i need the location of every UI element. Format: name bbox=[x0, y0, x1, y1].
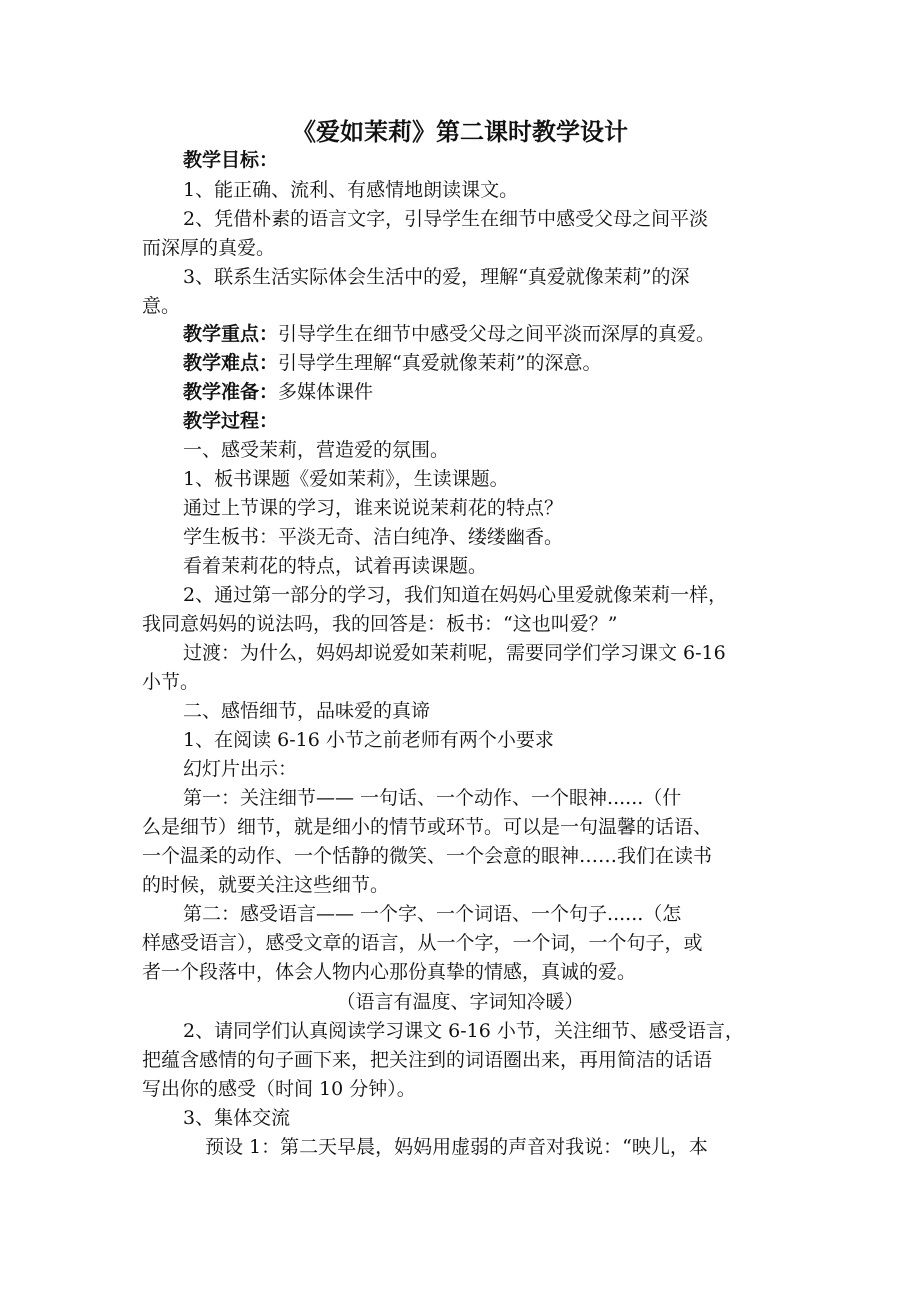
section-2-para-6: 3、集体交流 bbox=[183, 1107, 291, 1129]
section-2-para-4-line-3: 者一个段落中，体会人物内心那份真挚的情感，真诚的爱。 bbox=[142, 961, 637, 983]
section-1-para-6-line-2: 小节。 bbox=[142, 671, 200, 693]
section-2-para-7: 预设 1：第二天早晨，妈妈用虚弱的声音对我说：“映儿，本 bbox=[205, 1136, 708, 1158]
section-2-para-3-line-4: 的时候，就要关注这些细节。 bbox=[142, 874, 390, 896]
section-2-para-4-line-2: 样感受语言），感受文章的语言，从一个字，一个词，一个句子，或 bbox=[142, 932, 703, 954]
goal-3-line-2: 意。 bbox=[142, 295, 181, 317]
section-1-heading: 一、感受茉莉，营造爱的氛围。 bbox=[183, 439, 450, 461]
section-2-para-5-line-3: 写出你的感受（时间 10 分钟）。 bbox=[142, 1078, 416, 1100]
section-2-heading: 二、感悟细节，品味爱的真谛 bbox=[183, 700, 431, 722]
section-1-para-5-line-2: 我同意妈妈的说法吗，我的回答是：板书：“这也叫爱？” bbox=[142, 613, 618, 635]
section-2-para-1: 1、在阅读 6-16 小节之前老师有两个小要求 bbox=[183, 729, 554, 751]
goal-1: 1、能正确、流利、有感情地朗读课文。 bbox=[183, 179, 519, 201]
section-2-para-4-line-4: （语言有温度、字词知冷暖） bbox=[336, 991, 584, 1013]
section-1-para-6-line-1: 过渡：为什么，妈妈却说爱如茉莉呢，需要同学们学习课文 6-16 bbox=[183, 642, 726, 664]
document-title: 《爱如茉莉》第二课时教学设计 bbox=[292, 118, 628, 146]
section-1-para-3: 学生板书：平淡无奇、洁白纯净、缕缕幽香。 bbox=[183, 526, 564, 548]
goals-heading: 教学目标： bbox=[183, 149, 279, 171]
section-2-para-3-line-3: 一个温柔的动作、一个恬静的微笑、一个会意的眼神……我们在读书 bbox=[142, 845, 713, 867]
preparation-label: 教学准备： bbox=[183, 381, 279, 403]
key-point-label: 教学重点： bbox=[183, 323, 279, 345]
key-point bbox=[183, 322, 833, 346]
goal-2-line-1: 2、凭借朴素的语言文字，引导学生在细节中感受父母之间平淡 bbox=[183, 208, 709, 230]
section-2-para-3-line-2: 么是细节）细节，就是细小的情节或环节。可以是一句温馨的话语、 bbox=[142, 816, 713, 838]
section-2-para-4-line-1: 第二：感受语言—— 一个字、一个词语、一个句子......（怎 bbox=[183, 903, 682, 925]
section-2-para-3-line-1: 第一：关注细节—— 一句话、一个动作、一个眼神......（什 bbox=[183, 787, 682, 809]
section-2-para-5-line-2: 把蕴含感情的句子画下来，把关注到的词语圈出来，再用简洁的话语 bbox=[142, 1049, 713, 1071]
process-heading: 教学过程： bbox=[183, 410, 279, 432]
section-1-para-1: 1、板书课题《爱如茉莉》，生读课题。 bbox=[183, 468, 509, 490]
section-2-para-5-line-1: 2、请同学们认真阅读学习课文 6-16 小节，关注细节、感受语言， bbox=[183, 1020, 744, 1042]
section-1-para-4: 看着茉莉花的特点，试着再读课题。 bbox=[183, 555, 488, 577]
section-1-para-2: 通过上节课的学习，谁来说说茉莉花的特点？ bbox=[183, 497, 564, 519]
goal-2-line-2: 而深厚的真爱。 bbox=[142, 237, 276, 259]
section-1-para-5-line-1: 2、通过第一部分的学习，我们知道在妈妈心里爱就像茉莉一样， bbox=[183, 584, 728, 606]
key-point-text: 引导学生在细节中感受父母之间平淡而深厚的真爱。 bbox=[278, 323, 716, 345]
difficult-point bbox=[183, 351, 833, 375]
preparation-text: 多媒体课件 bbox=[278, 381, 374, 403]
section-2-para-2: 幻灯片出示： bbox=[183, 758, 298, 780]
difficult-point-label: 教学难点： bbox=[183, 352, 279, 374]
goal-3-line-1: 3、联系生活实际体会生活中的爱，理解“真爱就像茉莉”的深 bbox=[183, 266, 690, 288]
difficult-point-text: 引导学生理解“真爱就像茉莉”的深意。 bbox=[278, 352, 602, 374]
preparation bbox=[183, 380, 833, 404]
